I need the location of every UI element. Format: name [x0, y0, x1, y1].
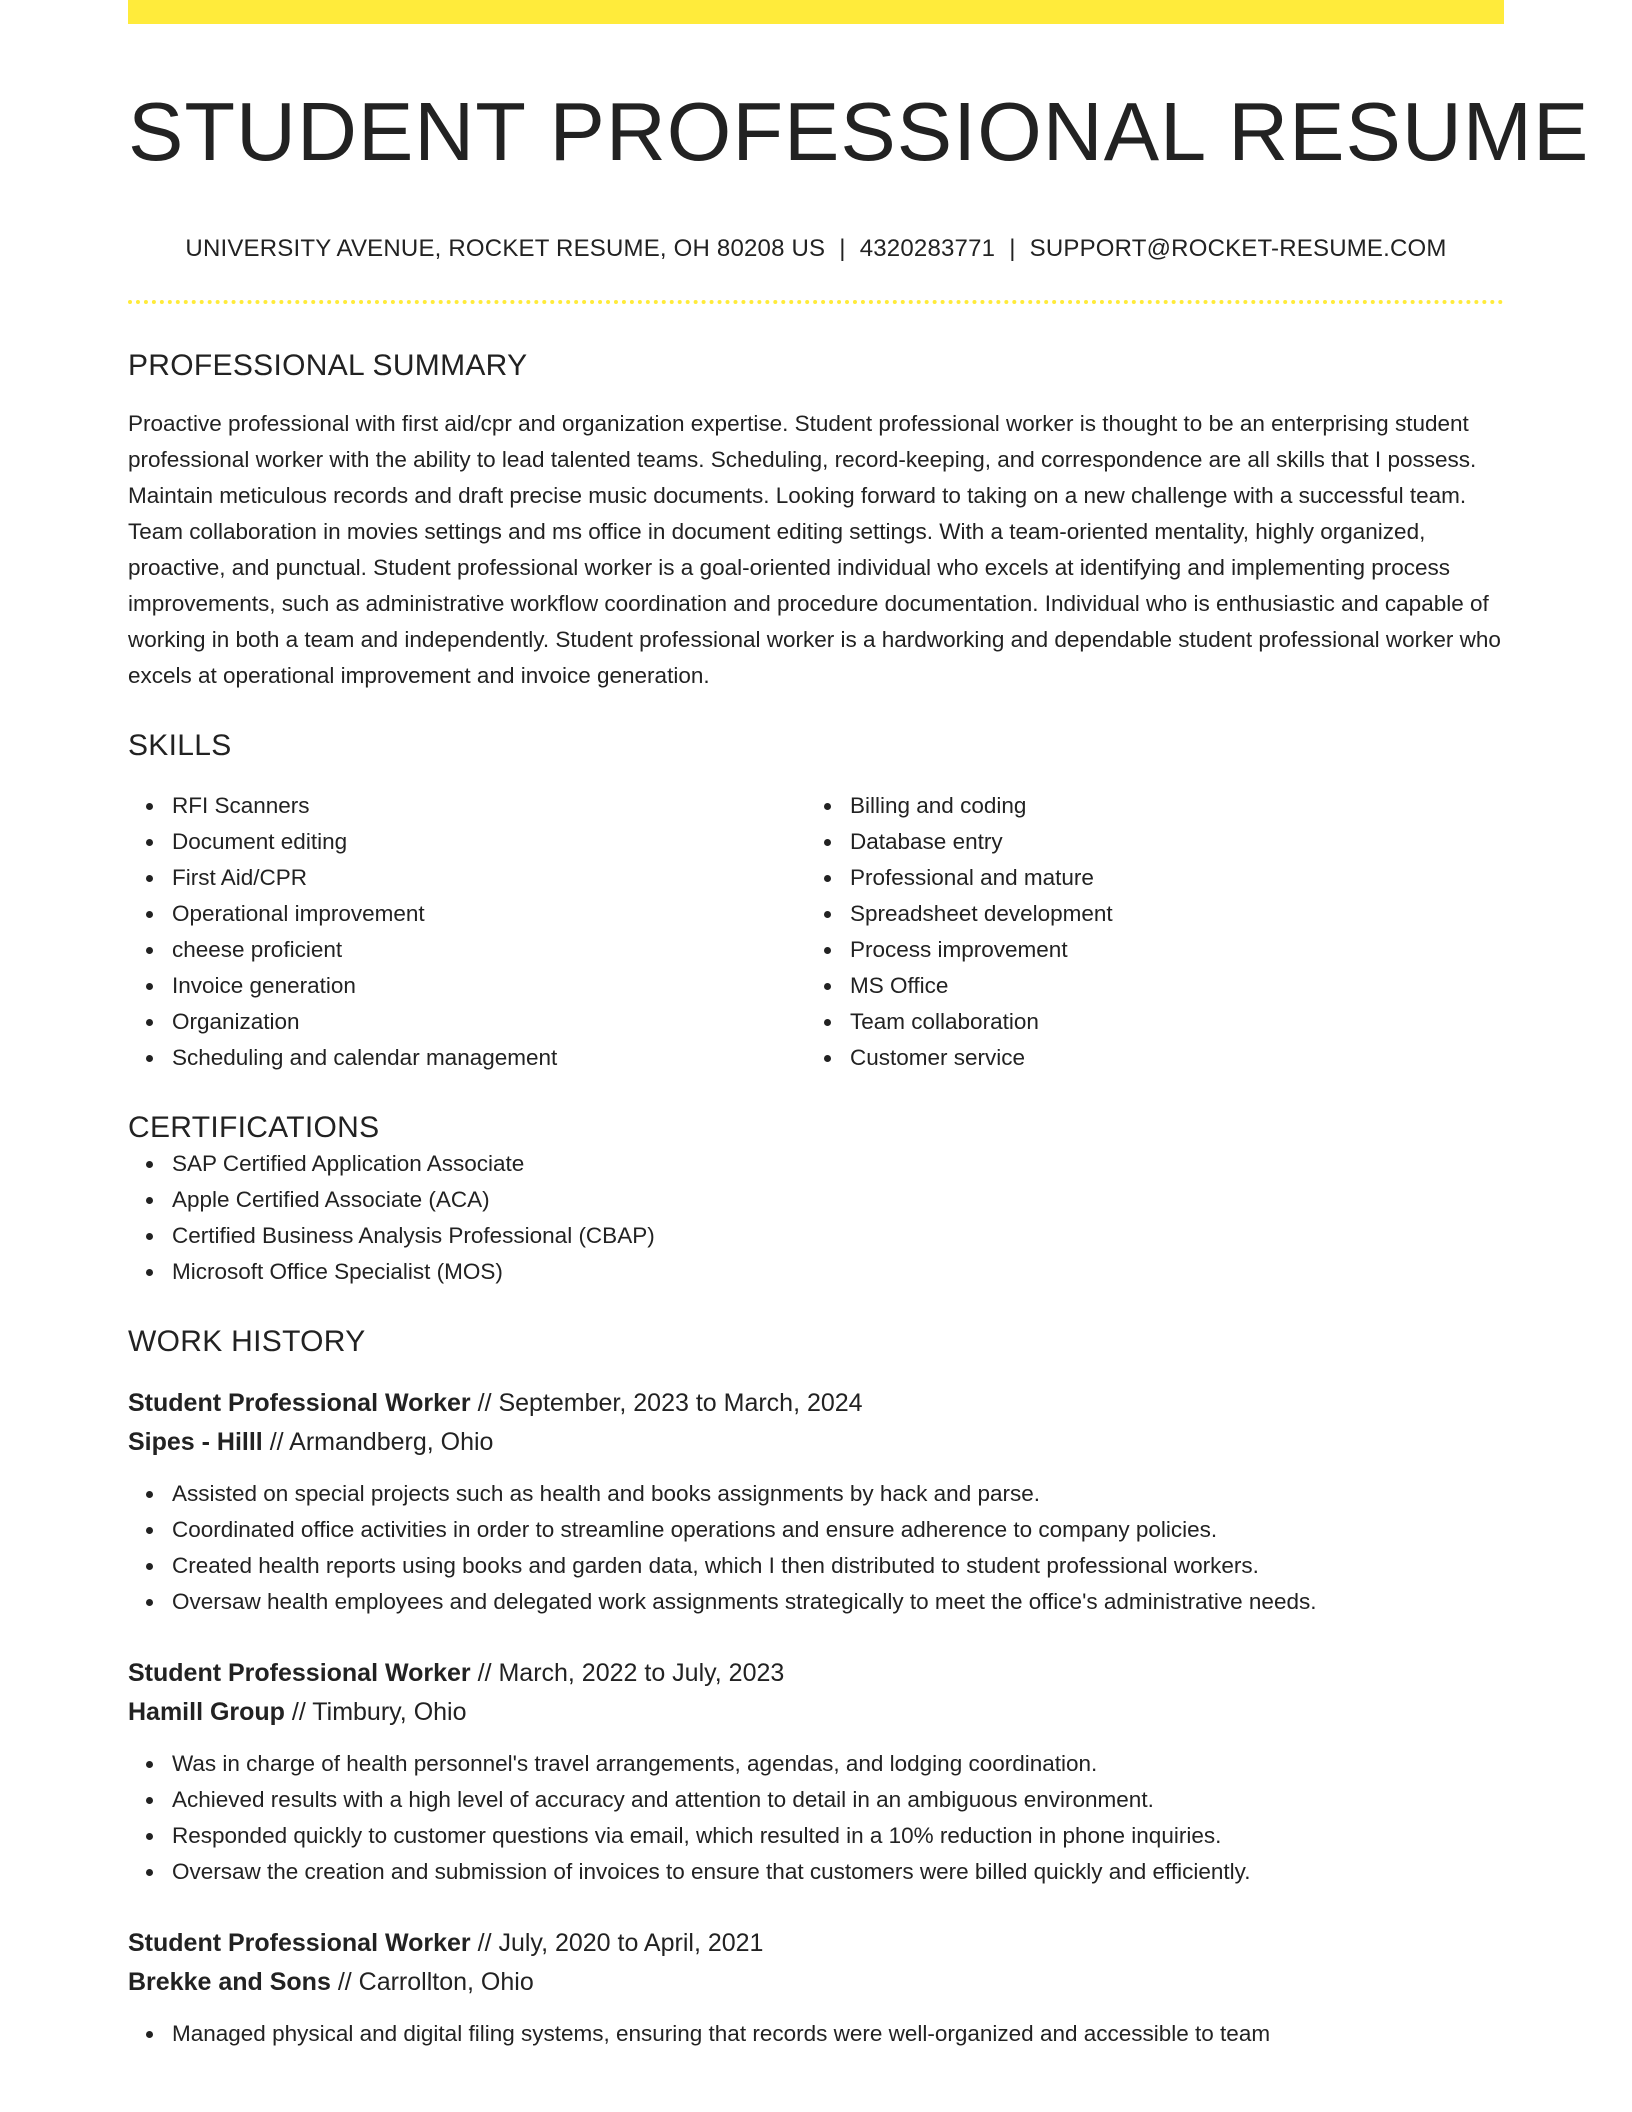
skill-item: Billing and coding — [850, 788, 1484, 824]
job-dates: // July, 2020 to April, 2021 — [477, 1929, 764, 1958]
skill-item: Organization — [172, 1004, 806, 1040]
summary-text: Proactive professional with first aid/cpr and organization expertise. Student professional worker is thought to be an enterprising student professional worker with the ability to lead talented teams. Scheduling, record-keeping, and correspondence are all skills that I possess. Maintain meticulous records and draft precise music documents. Looking forward to taking on a new challenge with a successful team. Team collaboration in movies settings and ms office in document editing settings. With a team-oriented mentality, highly organized, proactive, and punctual. Student professional worker is a goal-oriented individual who excels at identifying and implementing process improvements, such as administrative workflow coordination and procedure documentation. Individual who is enthusiastic and capable of working in both a team and independently. Student professional worker is a hardworking and dependable student professional worker who excels at operational improvement and invoice generation. — [128, 411, 1501, 689]
contact-email: SUPPORT@ROCKET-RESUME.COM — [1029, 235, 1447, 263]
certifications-heading: CERTIFICATIONS — [128, 1111, 380, 1145]
skill-item: Document editing — [172, 824, 806, 860]
job-entry — [128, 1384, 1504, 1620]
job-dates: // March, 2022 to July, 2023 — [477, 1659, 785, 1688]
skill-item: Professional and mature — [850, 860, 1484, 896]
skills-columns — [128, 788, 1504, 1076]
skill-item: First Aid/CPR — [172, 860, 806, 896]
skill-item: Operational improvement — [172, 896, 806, 932]
job-dates: // September, 2023 to March, 2024 — [477, 1389, 863, 1418]
job-role: Student Professional Worker — [128, 1659, 471, 1688]
job-company: Sipes - Hilll — [128, 1428, 263, 1457]
certification-item: Apple Certified Associate (ACA) — [172, 1182, 1504, 1218]
dotted-divider — [128, 300, 1504, 304]
job-entry — [128, 1654, 1504, 1890]
job-company-line — [128, 1423, 1504, 1462]
contact-line — [128, 235, 1504, 264]
job-location: // Carrollton, Ohio — [337, 1968, 534, 1997]
accent-top-bar — [128, 0, 1504, 24]
job-role: Student Professional Worker — [128, 1389, 471, 1418]
skill-item: Invoice generation — [172, 968, 806, 1004]
job-bullet: Achieved results with a high level of accuracy and attention to detail in an ambiguous environment. — [172, 1782, 1504, 1818]
skill-item: cheese proficient — [172, 932, 806, 968]
contact-phone: 4320283771 — [859, 235, 996, 263]
contact-separator: | — [839, 235, 846, 263]
certification-item: Certified Business Analysis Professional (CBAP) — [172, 1218, 1504, 1254]
skills-heading: SKILLS — [128, 729, 232, 763]
skills-list-right — [806, 788, 1484, 1076]
work-history-heading: WORK HISTORY — [128, 1325, 366, 1359]
job-bullet: Assisted on special projects such as health and books assignments by hack and parse. — [172, 1476, 1504, 1512]
skill-item: RFI Scanners — [172, 788, 806, 824]
certification-item: Microsoft Office Specialist (MOS) — [172, 1254, 1504, 1290]
skill-item: Spreadsheet development — [850, 896, 1484, 932]
job-bullet: Oversaw health employees and delegated work assignments strategically to meet the office's administrative needs. — [172, 1584, 1504, 1620]
summary-heading: PROFESSIONAL SUMMARY — [128, 349, 528, 383]
skill-item: MS Office — [850, 968, 1484, 1004]
resume-page — [128, 0, 1590, 2052]
job-bullets — [128, 1746, 1504, 1890]
job-bullets — [128, 2016, 1504, 2052]
job-bullet: Responded quickly to customer questions via email, which resulted in a 10% reduction in phone inquiries. — [172, 1818, 1504, 1854]
job-location: // Timbury, Ohio — [291, 1698, 467, 1727]
job-location: // Armandberg, Ohio — [269, 1428, 494, 1457]
skill-item: Team collaboration — [850, 1004, 1484, 1040]
job-bullet: Oversaw the creation and submission of invoices to ensure that customers were billed quickly and efficiently. — [172, 1854, 1504, 1890]
job-entry — [128, 1924, 1504, 2052]
job-role-line — [128, 1654, 1504, 1693]
contact-separator: | — [1009, 235, 1016, 263]
job-bullets — [128, 1476, 1504, 1620]
job-bullet: Coordinated office activities in order to streamline operations and ensure adherence to company policies. — [172, 1512, 1504, 1548]
contact-address: UNIVERSITY AVENUE, ROCKET RESUME, OH 80208 US — [185, 235, 826, 263]
skill-item: Database entry — [850, 824, 1484, 860]
resume-title: STUDENT PROFESSIONAL RESUME — [128, 85, 1590, 178]
certification-item: SAP Certified Application Associate — [172, 1146, 1504, 1182]
certifications-list — [128, 1146, 1504, 1290]
job-role-line — [128, 1384, 1504, 1423]
job-bullet: Created health reports using books and garden data, which I then distributed to student professional workers. — [172, 1548, 1504, 1584]
skill-item: Customer service — [850, 1040, 1484, 1076]
job-bullet: Was in charge of health personnel's travel arrangements, agendas, and lodging coordination. — [172, 1746, 1504, 1782]
job-company-line — [128, 1693, 1504, 1732]
job-role-line — [128, 1924, 1504, 1963]
skills-list-left — [128, 788, 806, 1076]
job-company-line — [128, 1963, 1504, 2002]
skill-item: Process improvement — [850, 932, 1484, 968]
job-bullet: Managed physical and digital filing systems, ensuring that records were well-organized and accessible to team — [172, 2016, 1504, 2052]
skill-item: Scheduling and calendar management — [172, 1040, 806, 1076]
job-role: Student Professional Worker — [128, 1929, 471, 1958]
job-company: Hamill Group — [128, 1698, 285, 1727]
job-company: Brekke and Sons — [128, 1968, 331, 1997]
